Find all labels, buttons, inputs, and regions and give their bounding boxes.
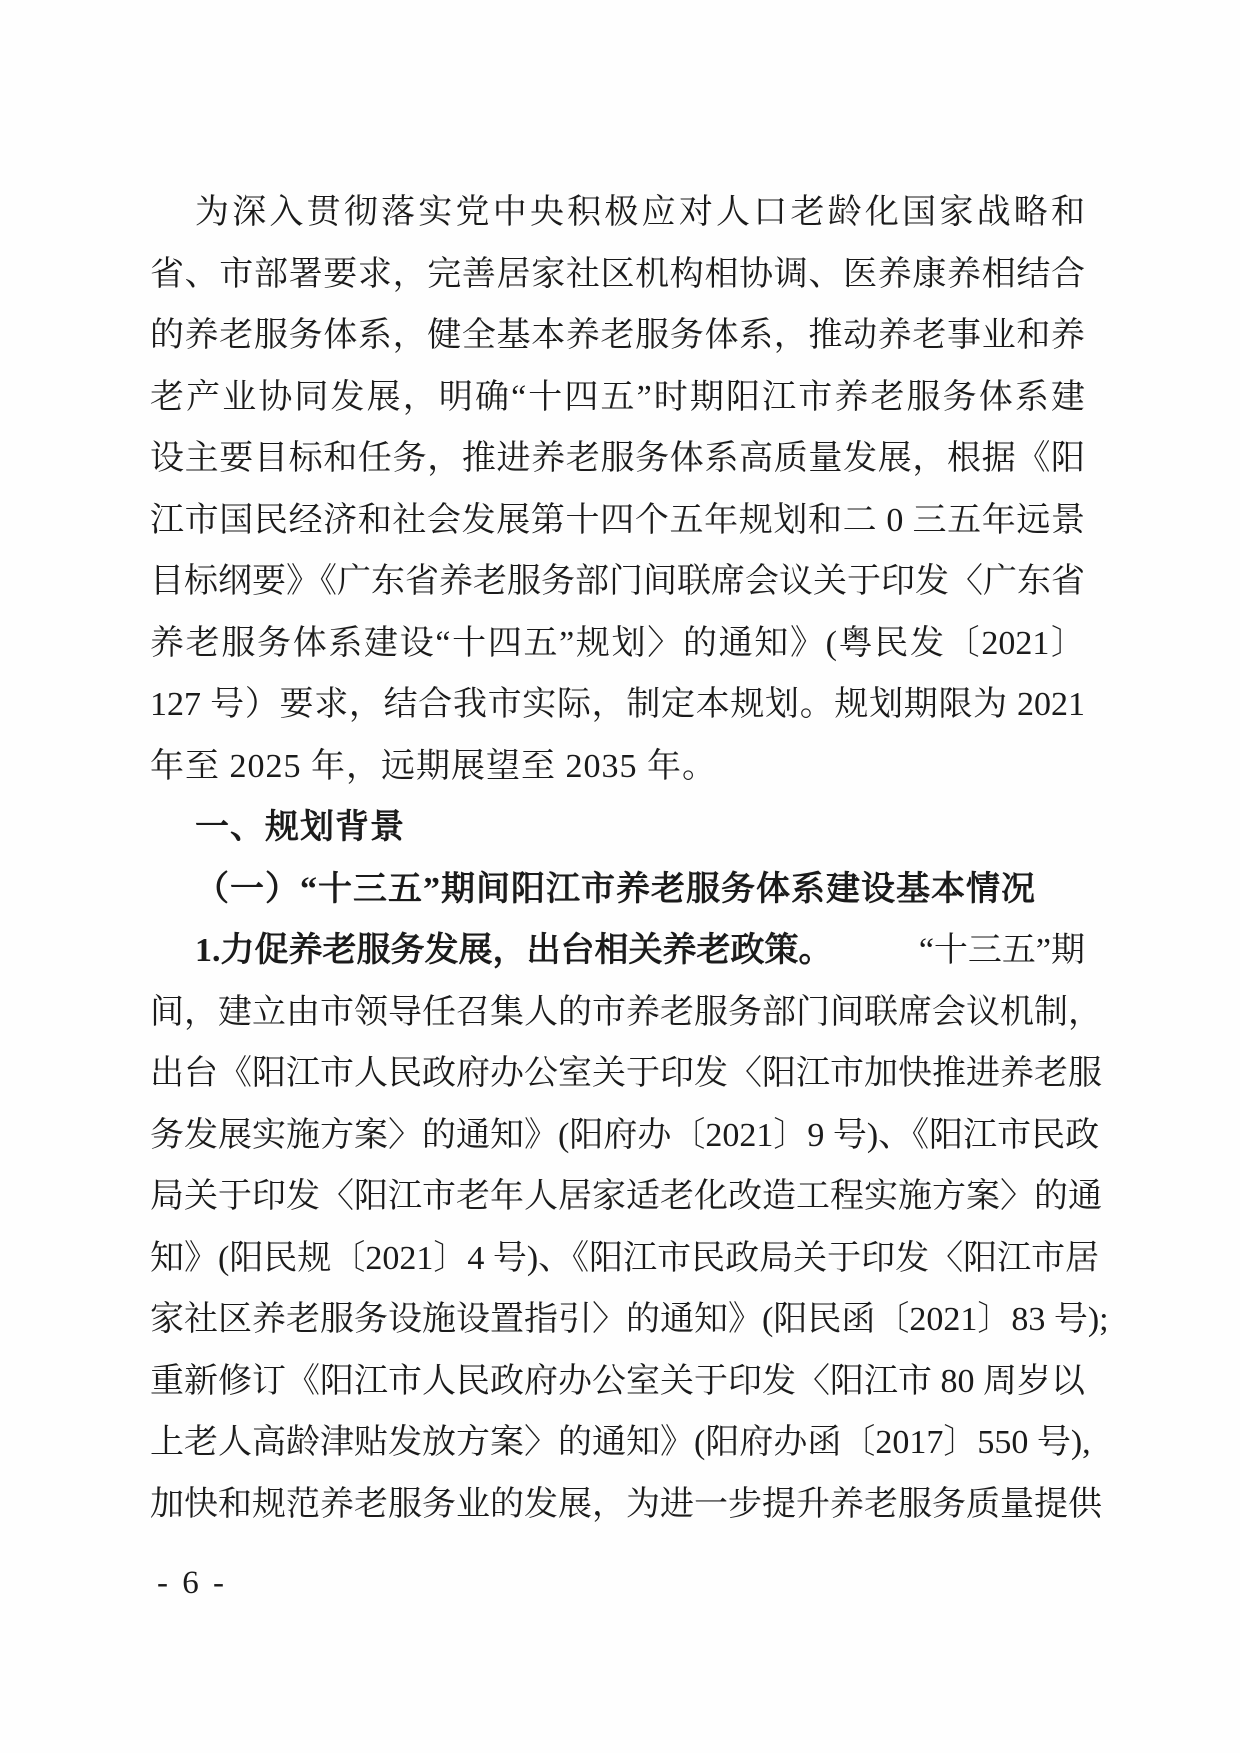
text-line: 间，建立由市领导任召集人的市养老服务部门间联席会议机制，: [150, 993, 1102, 1031]
text-line: 老产业协同发展，明确“十四五”时期阳江市养老服务体系建: [150, 378, 1085, 416]
text-line: [150, 920, 1085, 982]
text-line: 年至 2025 年，远期展望至 2035 年。: [150, 747, 717, 785]
bold-text-run: 1.力促养老服务发展，出台相关养老政策。: [195, 932, 833, 969]
text-line: 127 号）要求，结合我市实际，制定本规划。规划期限为 2021: [150, 686, 1085, 723]
heading-line: 一、规划背景: [195, 809, 405, 846]
text-line: 省、市部署要求，完善居家社区机构相协调、医养康养相结合: [150, 255, 1085, 293]
text-line: 重新修订《阳江市人民政府办公室关于印发〈阳江市 80 周岁以: [150, 1362, 1085, 1400]
opening-paragraph: [150, 182, 1085, 797]
text-line: 养老服务体系建设“十四五”规划〉的通知》(粤民发〔2021〕: [150, 624, 1085, 662]
subsection-heading: [150, 859, 1085, 921]
text-line: 局关于印发〈阳江市老年人居家适老化改造工程实施方案〉的通: [150, 1178, 1102, 1215]
text-line: 上老人高龄津贴发放方案〉的通知》(阳府办函〔2017〕550 号),: [150, 1424, 1091, 1461]
text-line: 江市国民经济和社会发展第十四个五年规划和二 0 三五年远景: [150, 501, 1085, 539]
text-line: 加快和规范养老服务业的发展，为进一步提升养老服务质量提供: [150, 1485, 1102, 1523]
text-line: 目标纲要》《广东省养老服务部门间联席会议关于印发〈广东省: [150, 563, 1085, 600]
heading-line: （一）“十三五”期间阳江市养老服务体系建设基本情况: [195, 870, 1036, 908]
text-line: 的养老服务体系，健全基本养老服务体系，推动养老事业和养: [150, 317, 1085, 354]
text-line: 家社区养老服务设施设置指引〉的通知》(阳民函〔2021〕83 号);: [150, 1301, 1109, 1338]
page-number: - 6 -: [157, 1565, 227, 1601]
section-heading: [150, 797, 1085, 859]
policy-paragraph: [150, 920, 1109, 1535]
text-line: 为深入贯彻落实党中央积极应对人口老龄化国家战略和: [195, 194, 1085, 231]
text-line: 出台《阳江市人民政府办公室关于印发〈阳江市加快推进养老服: [150, 1055, 1102, 1092]
document-body: [150, 182, 1109, 1535]
text-run: “十三五”期: [918, 932, 1085, 969]
text-line: 务发展实施方案〉的通知》(阳府办〔2021〕9 号)、《阳江市民政: [150, 1116, 1100, 1154]
text-line: 设主要目标和任务，推进养老服务体系高质量发展，根据《阳: [150, 440, 1085, 477]
text-line: 知》(阳民规〔2021〕4 号)、《阳江市民政局关于印发〈阳江市居: [150, 1239, 1100, 1277]
